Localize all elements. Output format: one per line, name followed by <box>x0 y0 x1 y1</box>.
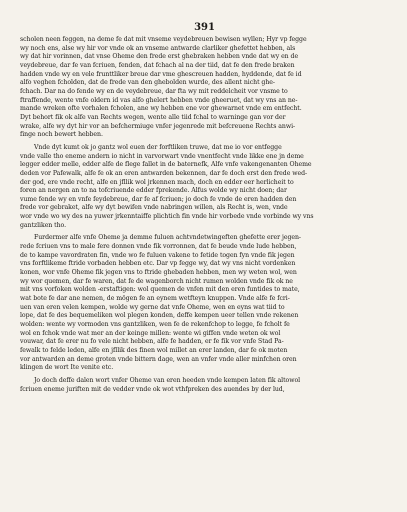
text-line: deden vor Pafewalk, alfe fe ok an eren antwarden bekennen, dar fe doch erst den frede wed- <box>20 169 308 177</box>
text-line: legger edder melle, edder alfe de flege fallet in de baternefk, Alfe vnfe vakengenanten Oheme <box>20 161 312 169</box>
text-line: scholen neen feggen, na deme fe dat mit vnseme veydebreuen bewisen wyllen; Hyr vp fegge <box>20 36 307 43</box>
text-line: uen van eren velen kempen, wolde wy gerne dat vnfe Oheme, wen en eyns wat tiid to <box>20 303 285 311</box>
text-line: klingen de wort Ite venite etc. <box>20 364 114 372</box>
text-line: frede vor gebraket, alfe wy dyt bewifen vnde nabringen willen, als Recht is, wen, vnde <box>20 204 288 212</box>
text-line: konen, wor vnfe Oheme fik jegen vns to ftride ghebaden hebben, men wy weten wol, wen <box>20 269 297 277</box>
text-line: wrake, alfe wy dyt hir vor an befchermiuge vnfer jegenrede mit befcreuene Rechts anwi- <box>20 122 296 130</box>
paragraph-4 <box>20 377 389 394</box>
text-line: wy noch ens, alse wy hir vor vnde ok an vnseme antwarde clarliker ghefettet hebben, als <box>20 44 296 52</box>
text-line: gantzliken tho. <box>20 221 67 229</box>
text-line: foren an nergen an to na tofcriuende edder fprekende. Alfus wolde wy nicht doen; dar <box>20 187 287 195</box>
text-line: wy dat hir vorinnen, dat vnse Oheme den frede erst ghebraken hebben vnde dat wy en de <box>20 53 299 61</box>
text-line: lope, dat fe des bequemeliken wol plegen konden, deffe kempen ueer tellen vnde rekenen <box>20 312 299 320</box>
text-line: Vnde dyt kumt ok jo gantz wol euen der forftliken truwe, dat me io vor entfegge <box>34 143 282 151</box>
text-line: wor vnde wo wy des na yuwer jrkenntaiffe plichtich fin vnde hir vorbede vnde vorbinde wy vns <box>20 213 314 221</box>
text-line: vume fende wy en vnfe feydebreue, dar fe af fcriuen; jo doch fe vnde de eren hadden den <box>20 195 297 203</box>
page-number: 391 <box>194 22 215 33</box>
text-line: Jo doch deffe dalen wort vnfer Oheme van eren heeden vnde kempen laten fik altowol <box>34 376 301 384</box>
text-line: mit vns vorfoken wolden -erstaftigen: wol quemen de vnfen mit den eren funtides to mate, <box>20 286 300 294</box>
paragraph-3 <box>20 234 389 373</box>
text-line: wy wor quemen, dar fe waren, dat fe de wagenborch nicht rumen wolden vnde fik ok ne <box>20 277 293 285</box>
text-line: der god, ere vnde recht, alfe en jfllik wol jrkennen mach, doch en edder eer herlicheit to <box>20 178 294 186</box>
text-line: de to kampe vavordraten fin, vnde wo fe fuluen vakene to fetide togen fyn vnde fik jegen <box>20 251 295 259</box>
text-line: alfo veghen fcholden, dat de frede van den ghebolden wurde, des allent nicht ghe- <box>20 79 275 87</box>
text-line: hadden vnde wy en vele frunttliker breue dar vme ghescreuen hadden, hyddende, dat fe id <box>20 70 302 78</box>
text-line: Dyt behort fik ok alfe van Rechts wegen, wente alle tiid fchal to warninge gan vor der <box>20 113 286 121</box>
text-line: fchach. Dar na do fende wy en de veydebreue, dar fta wy mit reddelcheit vor vnsme to <box>20 87 288 95</box>
text-line: vnde valle tho eneme andern io nicht in varvorwart vnde vnentfecht vnde likke ene jn deme <box>20 152 304 160</box>
text-line: wolden: wente wy vormoden vns gantzliken, wen fe de rekenfchop to legge, fe fcholt fe <box>20 321 290 328</box>
text-line: fcriuen eneme juriften mit de vedder vnde ok wot vthfpreken des auendes by der lud, <box>20 385 285 393</box>
text-line: wol en fchok vnde wat mer an der keinge millen: wente wi giffen vnde weten ok wol <box>20 329 281 337</box>
text-line: rede fcriuen vns to male fere donnen vnde fik vorronnen, dat fe beude vnde lude hebben, <box>20 243 297 251</box>
text-line: Furdermer alfe vnfe Oheme ja demme fuluen achtvndetwingeften ghefette erer jegen- <box>34 234 301 242</box>
text-line: vns forftlikeme ftride vorbaden hebben etc. Dar vp fegge wy, dat wy vns nicht vordenken <box>20 260 296 268</box>
text-line: mande wreken ofte vorhalen fcholen, ane wy hebben ene vor ghewarnet vnde em entfecht. <box>20 105 302 113</box>
text-line: finge noch bewert hebben. <box>20 131 103 139</box>
text-line: ftraffende, wente vnfe oldern id vas alfo ghelert hebben vnde gheeruet, dat wy vns an ne- <box>20 96 298 104</box>
text-line: vor antwarden an deme groten vnde bittern dage, wen an vnfer vnde aller minfchen oren <box>20 355 297 363</box>
text-line: wat bote fe dar ane nemen, de mögen fe an eynem wetfteyn knuppen. Vnde alfe fe fcri- <box>20 295 290 303</box>
text-line: veydebreue, dar fe van fcriuen, fenden, dat fchach al na der tiid, dat fe den frede braken <box>20 61 295 69</box>
paragraph-1 <box>20 36 389 140</box>
text-line: vouwar, dat fe erer nu fo vele nicht hebben, alfe fe hadden, er fe fik vor vnfe Stad Pa- <box>20 338 284 346</box>
paragraph-2 <box>20 144 389 231</box>
text-line: fewalk to felde leden, alfe en jfllik des finen wol millet an erer landen, dar fe ok moten <box>20 346 288 354</box>
